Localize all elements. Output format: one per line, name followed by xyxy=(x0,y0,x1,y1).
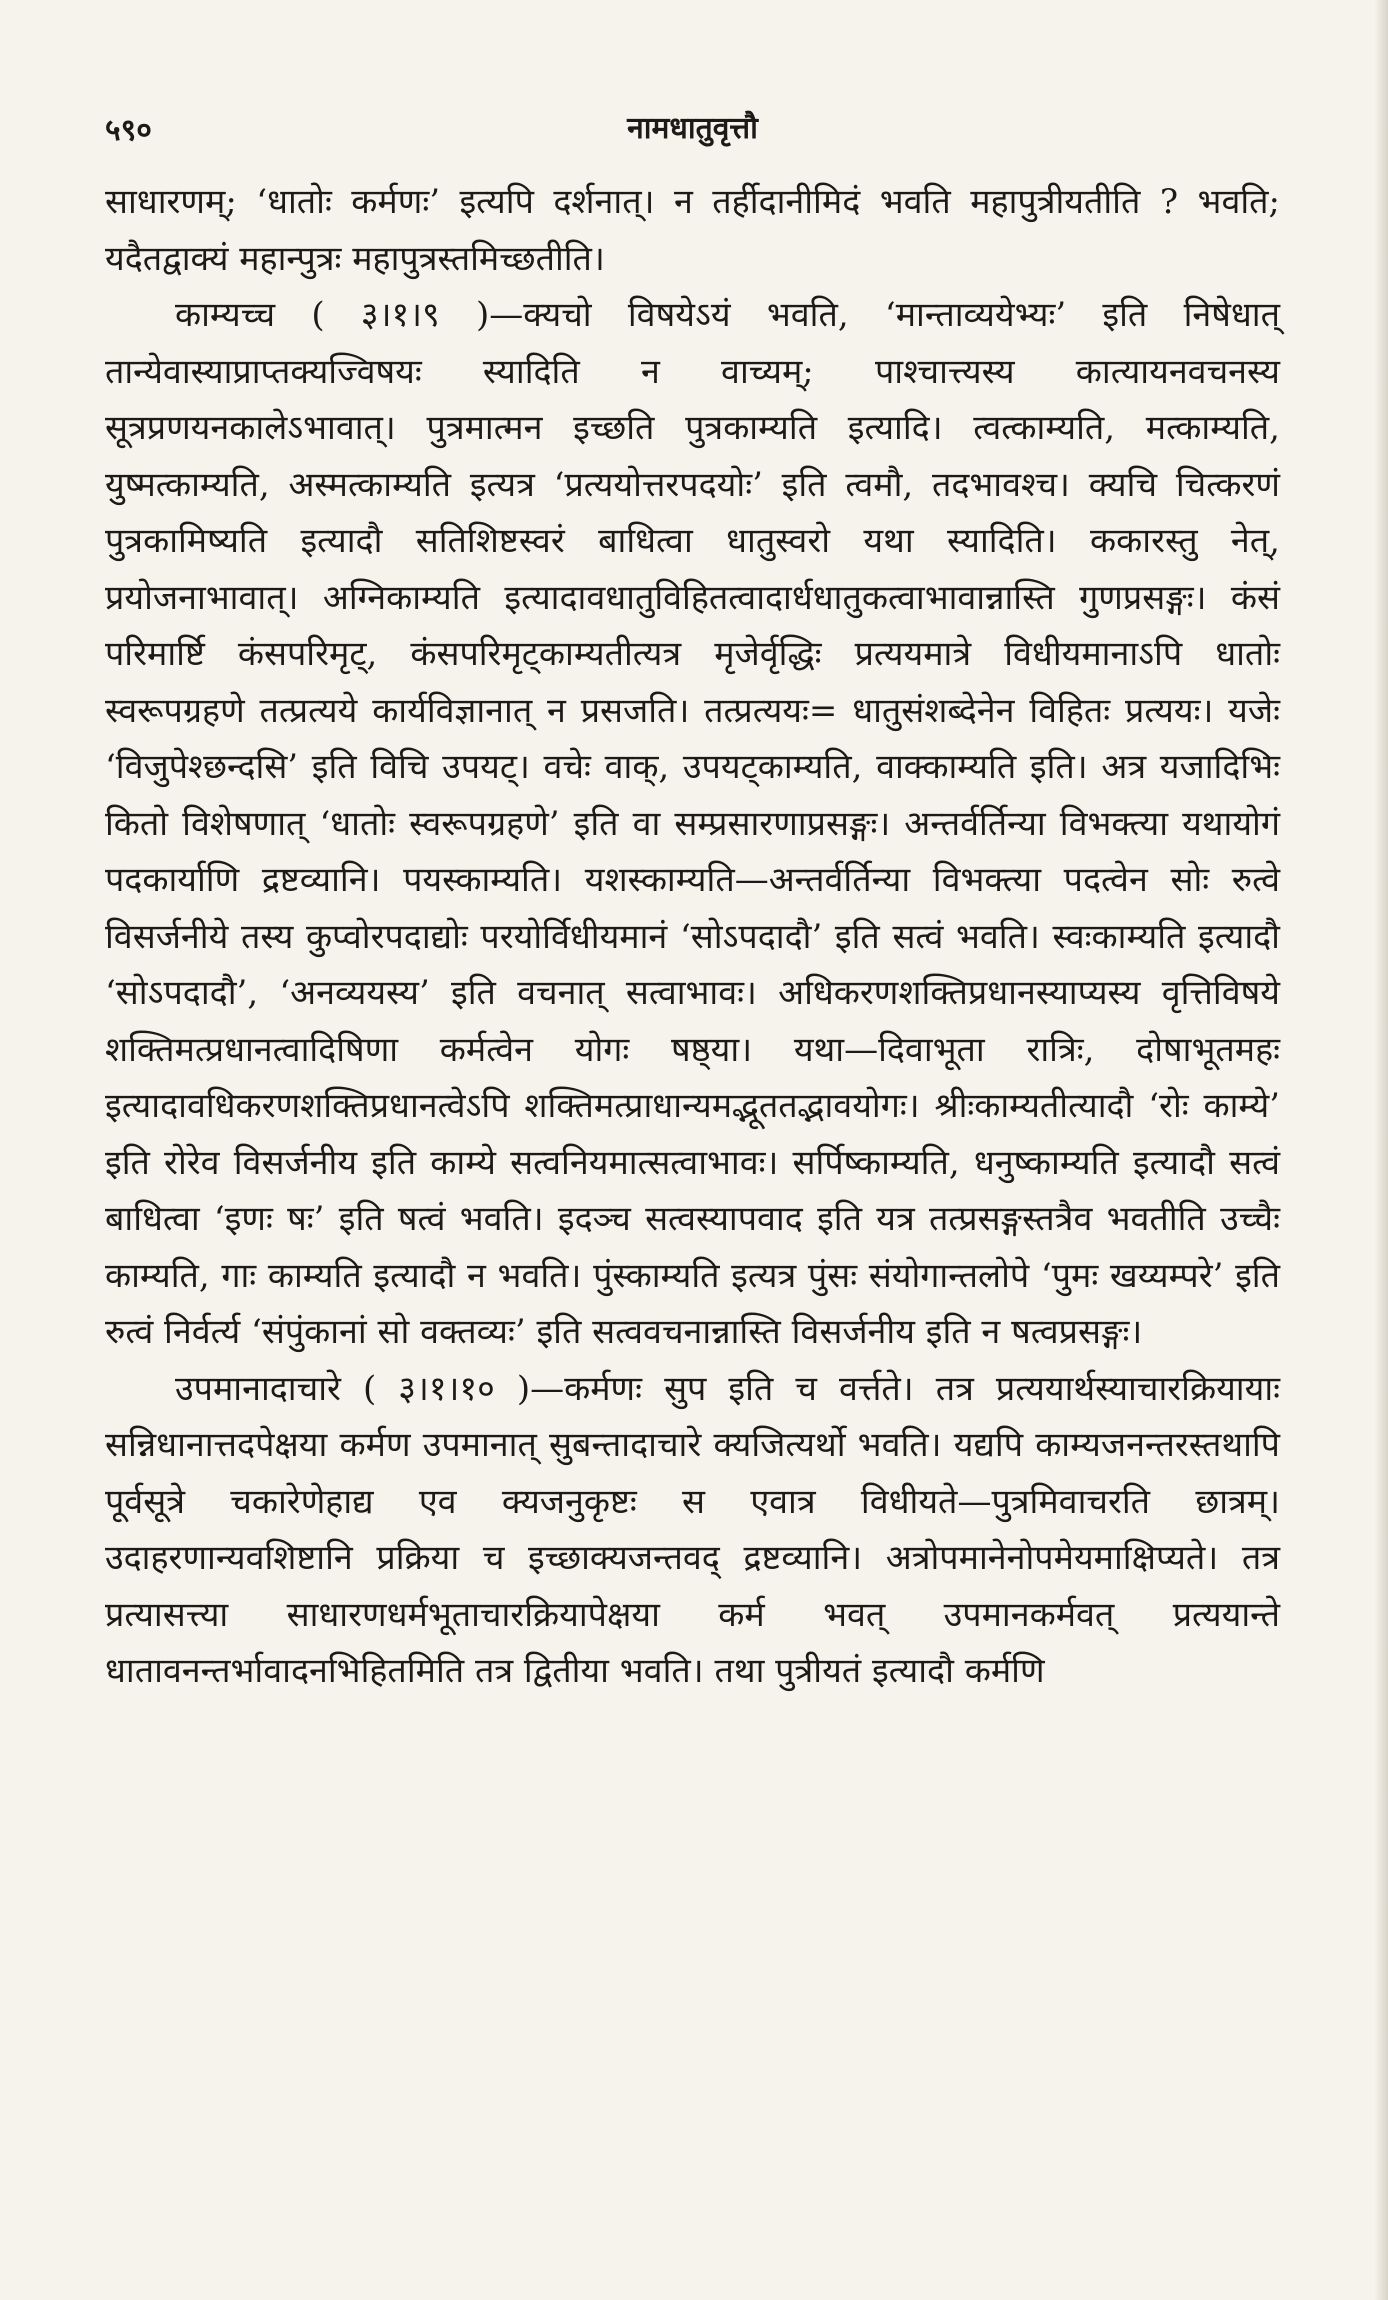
paragraph-continuation: साधारणम्; ‘धातोः कर्मणः’ इत्यपि दर्शनात्। न तर्हीदानीमिदं भवति महापुत्रीयतीति ? भवति; यदैतद्वाक्यं महान्पुत्रः महापुत्रस्तमिच्छतीति। xyxy=(105,182,1280,279)
page-binding-edge xyxy=(1374,0,1388,2300)
body-text xyxy=(105,174,1280,1700)
paragraph-upamanad-achare-sutra: उपमानादाचारे ( ३।१।१० )—कर्मणः सुप इति च वर्त्तते। तत्र प्रत्ययार्थस्याचारक्रियायाः सन्निधानात्तदपेक्षया कर्मण उपमानात् सुबन्तादाचारे क्यजित्यर्थो भवति। यद्यपि काम्यजनन्तरस्तथापि पूर्वसूत्रे चकारेणेहाद्य एव क्यजनुकृष्टः स एवात्र विधीयते—पुत्रमिवाचरति छात्रम्। उदाहरणान्यवशिष्टानि प्रक्रिया च इच्छाक्यजन्तवद् द्रष्टव्यानि। अत्रोपमानेनोपमेयमाक्षिप्यते। तत्र प्रत्यासत्त्या साधारणधर्मभूताचारक्रियापेक्षया कर्म भवत् उपमानकर्मवत् प्रत्ययान्ते धातावनन्तर्भावादनभिहितमिति तत्र द्वितीया भवति। तथा पुत्रीयतं इत्यादौ कर्मणि xyxy=(105,1368,1280,1691)
paragraph-kamyach-sutra: काम्यच्च ( ३।१।९ )—क्यचो विषयेऽयं भवति, ‘मान्ताव्ययेभ्यः’ इति निषेधात् तान्येवास्याप्राप्तक्यज्विषयः स्यादिति न वाच्यम्; पाश्चात्त्यस्य कात्यायनवचनस्य सूत्रप्रणयनकालेऽभावात्। पुत्रमात्मन इच्छति पुत्रकाम्यति इत्यादि। त्वत्काम्यति, मत्काम्यति, युष्मत्काम्यति, अस्मत्काम्यति इत्यत्र ‘प्रत्ययोत्तरपदयोः’ इति त्वमौ, तदभावश्च। क्यचि चित्करणं पुत्रकामिष्यति इत्यादौ सतिशिष्टस्वरं बाधित्वा धातुस्वरो यथा स्यादिति। ककारस्तु नेत्, प्रयोजनाभावात्। अग्निकाम्यति इत्यादावधातुविहितत्वादार्धधातुकत्वाभावान्नास्ति गुणप्रसङ्गः। कंसं परिमार्ष्टि कंसपरिमृट्, कंसपरिमृट्काम्यतीत्यत्र मृजेर्वृद्धिः प्रत्ययमात्रे विधीयमानाऽपि धातोः स्वरूपग्रहणे तत्प्रत्यये कार्यविज्ञानात् न प्रसजति। तत्प्रत्ययः= धातुसंशब्देनेन विहितः प्रत्ययः। यजेः ‘विजुपेश्छन्दसि’ इति विचि उपयट्। वचेः वाक्, उपयट्काम्यति, वाक्काम्यति इति। अत्र यजादिभिः कितो विशेषणात् ‘धातोः स्वरूपग्रहणे’ इति वा सम्प्रसारणाप्रसङ्गः। अन्तर्वर्तिन्या विभक्त्या यथायोगं पदकार्याणि द्रष्टव्यानि। पयस्काम्यति। यशस्काम्यति—अन्तर्वर्तिन्या विभक्त्या पदत्वेन सोः रुत्वे विसर्जनीये तस्य कुप्वोरपदाद्योः परयोर्विधीयमानं ‘सोऽपदादौ’ इति सत्वं भवति। स्वःकाम्यति इत्यादौ ‘सोऽपदादौ’, ‘अनव्ययस्य’ इति वचनात् सत्वाभावः। अधिकरणशक्तिप्रधानस्याप्यस्य वृत्तिविषये शक्तिमत्प्रधानत्वादिषिणा कर्मत्वेन योगः षष्ठ्या। यथा—दिवाभूता रात्रिः, दोषाभूतमहः इत्यादावधिकरणशक्तिप्रधानत्वेऽपि शक्तिमत्प्राधान्यमद्भूततद्भावयोगः। श्रीःकाम्यतीत्यादौ ‘रोः काम्ये’ इति रोरेव विसर्जनीय इति काम्ये सत्वनियमात्सत्वाभावः। सर्पिष्काम्यति, धनुष्काम्यति इत्यादौ सत्वं बाधित्वा ‘इणः षः’ इति षत्वं भवति। इदञ्च सत्वस्यापवाद इति यत्र तत्प्रसङ्गस्तत्रैव भवतीति उच्चैः काम्यति, गाः काम्यति इत्यादौ न भवति। पुंस्काम्यति इत्यत्र पुंसः संयोगान्तलोपे ‘पुमः खय्यम्परे’ इति रुत्वं निर्वर्त्य ‘संपुंकानां सो वक्तव्यः’ इति सत्ववचनान्नास्ति विसर्जनीय इति न षत्वप्रसङ्गः। xyxy=(105,295,1280,1352)
page-number: ५९० xyxy=(105,113,152,148)
page-header xyxy=(105,100,1280,160)
running-title: नामधातुवृत्तौ xyxy=(627,111,758,146)
page xyxy=(105,100,1280,2220)
